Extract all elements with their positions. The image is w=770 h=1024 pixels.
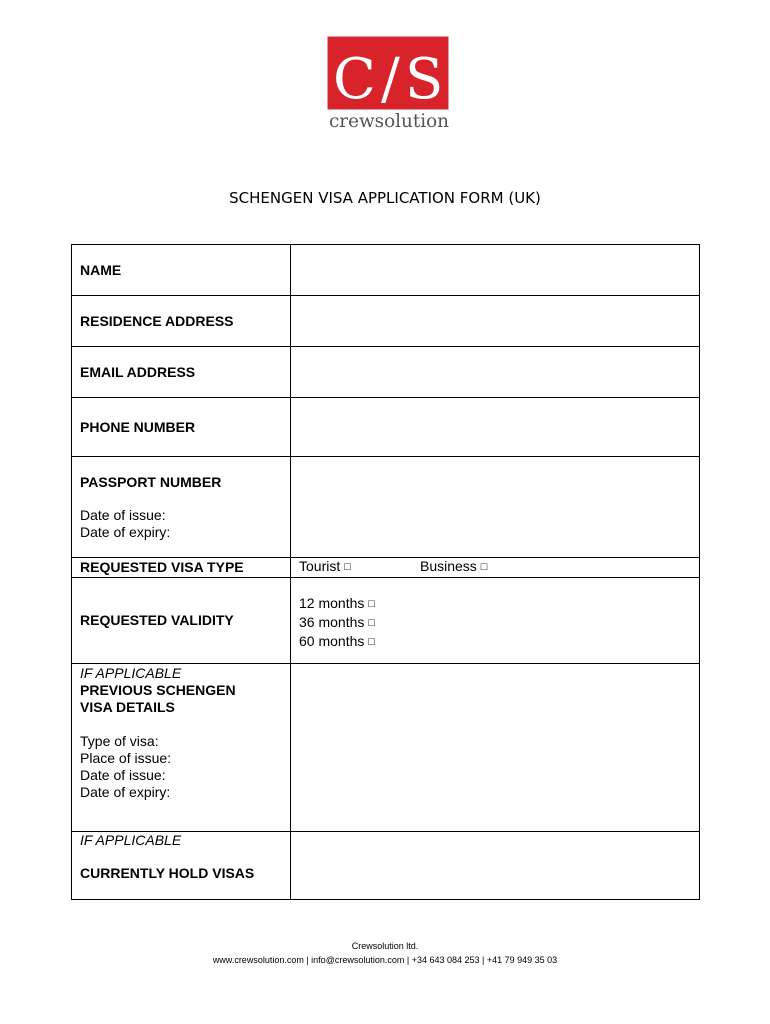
passport-field[interactable] bbox=[291, 457, 700, 558]
footer bbox=[0, 939, 770, 967]
residence-field[interactable] bbox=[291, 296, 700, 347]
validity-60-months[interactable] bbox=[299, 633, 699, 652]
email-label: EMAIL ADDRESS bbox=[72, 347, 291, 398]
checkbox-icon[interactable]: □ bbox=[480, 561, 488, 573]
previous-visa-note: IF APPLICABLE bbox=[80, 665, 182, 681]
footer-contacts: www.crewsolution.com | info@crewsolution.com | +34 643 084 253 | +41 79 949 35 03 bbox=[212, 955, 558, 965]
phone-row bbox=[72, 398, 700, 457]
email-field[interactable] bbox=[291, 347, 700, 398]
previous-visa-place-label: Place of issue: bbox=[80, 750, 172, 766]
validity-row bbox=[72, 578, 700, 664]
current-visas-row bbox=[72, 832, 700, 900]
previous-visa-type-label: Type of visa: bbox=[80, 733, 159, 749]
previous-visa-field[interactable] bbox=[291, 664, 700, 832]
visa-type-tourist[interactable] bbox=[299, 558, 420, 577]
passport-cell bbox=[72, 457, 291, 558]
visa-type-row bbox=[72, 558, 700, 578]
current-visas-cell bbox=[72, 832, 291, 900]
previous-visa-cell bbox=[72, 664, 291, 832]
validity-36-label: 36 months bbox=[299, 614, 365, 630]
current-visas-note: IF APPLICABLE bbox=[80, 832, 182, 848]
email-row bbox=[72, 347, 700, 398]
phone-label: PHONE NUMBER bbox=[72, 398, 291, 457]
logo-initial-s: S bbox=[405, 47, 444, 112]
visa-type-tourist-label: Tourist bbox=[299, 558, 341, 574]
validity-60-label: 60 months bbox=[299, 633, 365, 649]
visa-type-label: REQUESTED VISA TYPE bbox=[72, 558, 291, 578]
logo-wordmark: crewsolution bbox=[329, 110, 449, 132]
residence-row bbox=[72, 296, 700, 347]
logo-initial-c: C bbox=[333, 47, 376, 112]
previous-visa-row bbox=[72, 664, 700, 832]
phone-field[interactable] bbox=[291, 398, 700, 457]
previous-visa-expiry-label: Date of expiry: bbox=[80, 784, 171, 800]
checkbox-icon[interactable]: □ bbox=[368, 636, 375, 648]
passport-label: PASSPORT NUMBER bbox=[80, 474, 222, 490]
validity-options bbox=[291, 578, 700, 664]
passport-expiry-label: Date of expiry: bbox=[80, 524, 171, 540]
previous-visa-issue-label: Date of issue: bbox=[80, 767, 166, 783]
previous-visa-label-2: VISA DETAILS bbox=[80, 699, 175, 715]
visa-type-options bbox=[291, 558, 700, 578]
residence-label: RESIDENCE ADDRESS bbox=[72, 296, 291, 347]
validity-12-months[interactable] bbox=[299, 595, 699, 614]
previous-visa-label-1: PREVIOUS SCHENGEN bbox=[80, 682, 236, 698]
crewsolution-logo bbox=[327, 36, 451, 132]
current-visas-field[interactable] bbox=[291, 832, 700, 900]
checkbox-icon[interactable]: □ bbox=[344, 561, 351, 573]
validity-label: REQUESTED VALIDITY bbox=[72, 578, 291, 664]
checkbox-icon[interactable]: □ bbox=[368, 617, 375, 629]
name-row bbox=[72, 245, 700, 296]
form-title: SCHENGEN VISA APPLICATION FORM (UK) bbox=[229, 189, 541, 207]
logo-slash: / bbox=[381, 47, 400, 112]
visa-type-business-label: Business bbox=[420, 558, 477, 574]
passport-row bbox=[72, 457, 700, 558]
checkbox-icon[interactable]: □ bbox=[368, 598, 375, 610]
validity-12-label: 12 months bbox=[299, 595, 365, 611]
passport-issue-label: Date of issue: bbox=[80, 507, 166, 523]
validity-36-months[interactable] bbox=[299, 614, 699, 633]
footer-company: Crewsolution ltd. bbox=[351, 941, 419, 951]
visa-type-business[interactable] bbox=[420, 558, 487, 574]
name-label: NAME bbox=[72, 245, 291, 296]
application-form-table bbox=[71, 244, 700, 900]
name-field[interactable] bbox=[291, 245, 700, 296]
current-visas-label: CURRENTLY HOLD VISAS bbox=[80, 865, 255, 881]
